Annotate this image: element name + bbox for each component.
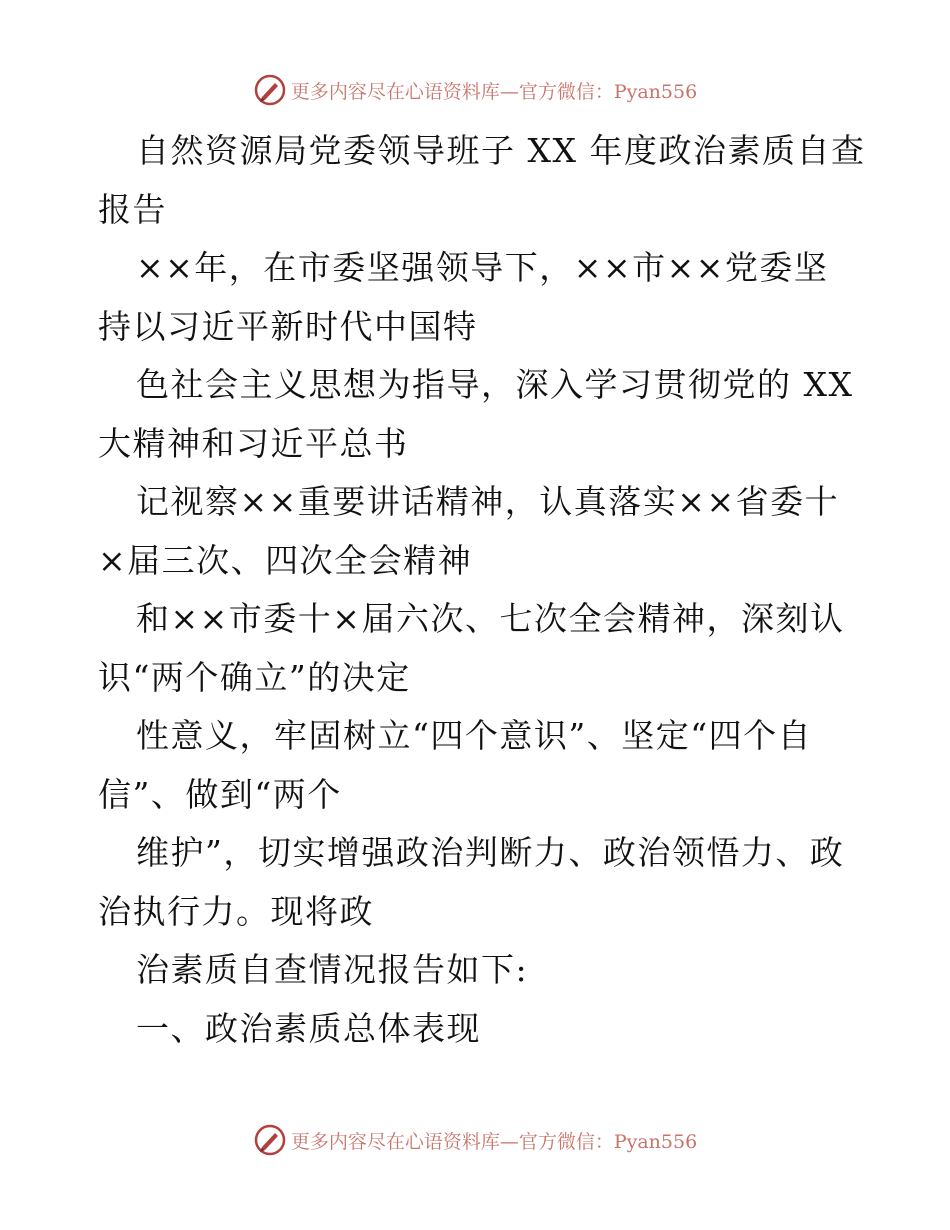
document-line: 识“两个确立”的决定 [98,657,411,697]
document-line: 自然资源局党委领导班子 XX 年度政治素质自查 [136,131,866,170]
document-body [98,122,866,1058]
watermark-text: 更多内容尽在心语资料库—官方微信：Pyan556 [290,1130,698,1153]
document-line: 治执行力。现将政 [98,891,374,931]
document-line: 记视察××重要讲话精神，认真落实××省委十 [136,482,840,521]
document-line: 和××市委十×届六次、七次全会精神，深刻认 [136,599,845,638]
document-line: 持以习近平新时代中国特 [98,306,478,346]
header-watermark [0,70,950,110]
footer-watermark [0,1120,950,1160]
document-line: 报告 [98,189,167,229]
document-line: 信”、做到“两个 [98,774,342,814]
document-line: ×届三次、四次全会精神 [98,540,473,580]
pen-logo-icon [253,73,287,107]
watermark-text: 更多内容尽在心语资料库—官方微信：Pyan556 [290,80,698,103]
document-line: 维护”，切实增强政治判断力、政治领悟力、政 [136,833,845,872]
pen-logo-icon [253,1123,287,1157]
document-line: 色社会主义思想为指导，深入学习贯彻党的 XX [136,365,854,404]
document-line: 一、政治素质总体表现 [136,1008,481,1048]
document-line: 大精神和习近平总书 [98,423,409,463]
document-line: 性意义，牢固树立“四个意识”、坚定“四个自 [136,716,813,755]
document-line: ××年，在市委坚强领导下，××市××党委坚 [136,248,829,287]
document-line: 治素质自查情况报告如下: [136,950,529,989]
